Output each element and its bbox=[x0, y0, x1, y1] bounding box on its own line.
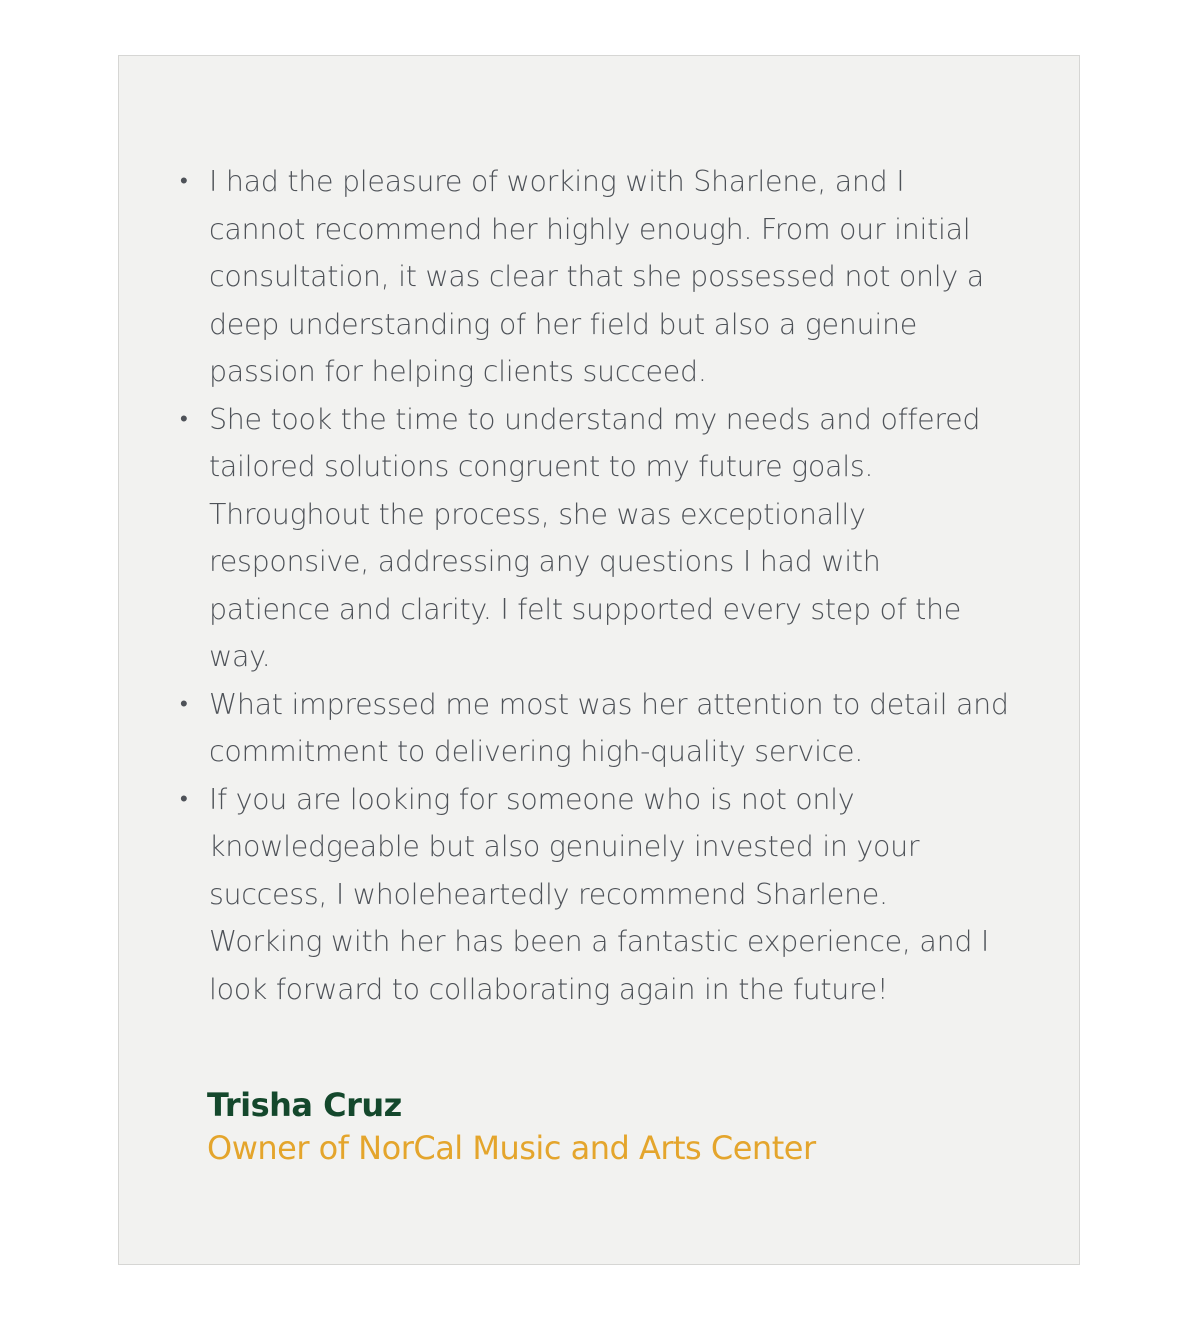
testimonial-point-text: She took the time to understand my needs and offered tailored solutions congruent to my future goals. Throughout the process, she was exceptionally responsive, addressing any questions I had with patience and clarity. I felt supported every step of the way. bbox=[209, 402, 981, 673]
bullet-icon: • bbox=[180, 406, 188, 432]
author-name: Trisha Cruz bbox=[207, 1086, 402, 1124]
testimonial-points bbox=[180, 158, 1009, 1013]
bullet-icon: • bbox=[180, 691, 188, 717]
testimonial-point-text: If you are looking for someone who is not only knowledgeable but also genuinely invested in your success, I wholeheartedly recommend Sharlene. Working with her has been a fantastic experience, and I look forward to collaborating again in the future! bbox=[209, 782, 989, 1006]
testimonial-point bbox=[180, 776, 1009, 1014]
testimonial-point bbox=[180, 158, 1009, 396]
author-title: Owner of NorCal Music and Arts Center bbox=[207, 1129, 816, 1167]
bullet-icon: • bbox=[180, 169, 188, 194]
testimonial-point bbox=[180, 396, 1009, 681]
testimonial-point bbox=[180, 681, 1009, 776]
bullet-icon: • bbox=[180, 786, 188, 812]
testimonial-point-text: What impressed me most was her attention to detail and commitment to delivering high-quality service. bbox=[209, 687, 1009, 768]
testimonial-point-text: I had the pleasure of working with Sharlene, and I cannot recommend her highly enough. From our initial consultation, it was clear that she possessed not only a deep understanding of her field but also a genuine passion for helping clients succeed. bbox=[209, 165, 984, 388]
testimonial-card bbox=[118, 55, 1080, 1265]
